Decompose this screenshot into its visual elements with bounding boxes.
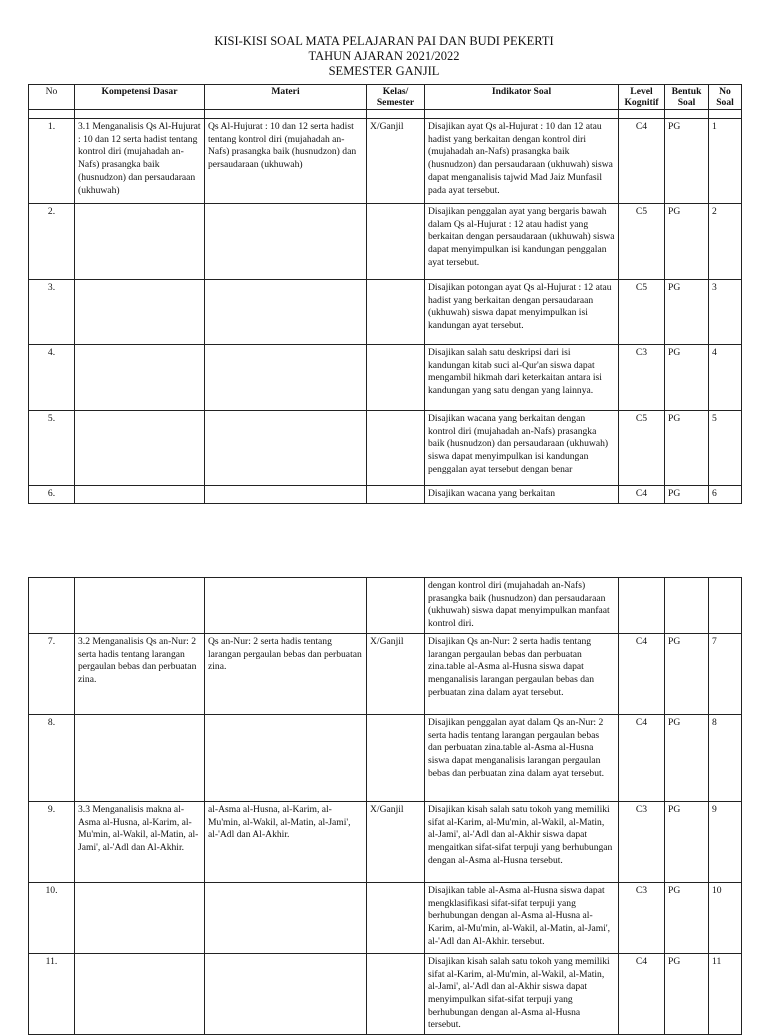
bentuk-soal-cell: PG — [665, 486, 709, 504]
no-soal-cell: 7 — [709, 633, 742, 714]
table-row — [29, 633, 742, 714]
kelas-semester-cell — [367, 280, 425, 345]
kelas-semester-cell: X/Ganjil — [367, 119, 425, 204]
header-spacer-row — [29, 110, 742, 119]
kompetensi-dasar-cell — [75, 204, 205, 280]
bentuk-soal-cell: PG — [665, 411, 709, 486]
no-cell: 5. — [29, 411, 75, 486]
document-title — [0, 34, 768, 79]
kelas-semester-cell — [367, 714, 425, 801]
indikator-soal-cell: Disajikan wacana yang berkaitan dengan kontrol diri (mujahadah an-Nafs) prasangka baik (husnudzon) dan persaudaraan (ukhuwah) siswa dapat menyimpulkan isi kandungan penggalan ayat tersebut dengan benar — [425, 411, 619, 486]
no-soal-cell: 9 — [709, 801, 742, 882]
kompetensi-dasar-cell — [75, 345, 205, 411]
page-break — [0, 506, 768, 576]
kompetensi-dasar-cell — [75, 578, 205, 634]
kelas-semester-cell — [367, 204, 425, 280]
bentuk-soal-cell: PG — [665, 714, 709, 801]
kompetensi-dasar-cell — [75, 486, 205, 504]
table-row — [29, 204, 742, 280]
materi-cell — [205, 882, 367, 953]
no-soal-cell: 4 — [709, 345, 742, 411]
kompetensi-dasar-cell — [75, 953, 205, 1034]
table-row — [29, 953, 742, 1034]
materi-cell — [205, 345, 367, 411]
kelas-semester-cell — [367, 882, 425, 953]
table-body-page-1 — [29, 119, 742, 504]
indikator-soal-cell: Disajikan potongan ayat Qs al-Hujurat : 12 atau hadist yang berkaitan dengan persaudaraan (ukhuwah) siswa dapat menyimpulkan isi kandungan ayat tersebut. — [425, 280, 619, 345]
level-kognitif-cell: C4 — [619, 714, 665, 801]
table-row — [29, 486, 742, 504]
bentuk-soal-cell: PG — [665, 882, 709, 953]
kompetensi-dasar-cell: 3.3 Menganalisis makna al-Asma al-Husna, al-Karim, al-Mu'min, al-Wakil, al-Matin, al-Jami', al-'Adl dan Al-Akhir. — [75, 801, 205, 882]
header-kompetensi-dasar: Kompetensi Dasar — [75, 85, 205, 110]
table-header-row — [29, 85, 742, 110]
kompetensi-dasar-cell — [75, 280, 205, 345]
kelas-semester-cell — [367, 953, 425, 1034]
kelas-semester-cell — [367, 411, 425, 486]
indikator-soal-cell: Disajikan table al-Asma al-Husna siswa dapat mengklasifikasi sifat-sifat terpuji yang berhubungan dengan al-Asma al-Husna al-Karim, al-Mu'min, al-Wakil, al-Matin, al-Jami', al-'Adl dan Al-Akhir. tersebut. — [425, 882, 619, 953]
header-level-kognitif: Level Kognitif — [619, 85, 665, 110]
level-kognitif-cell: C5 — [619, 411, 665, 486]
no-soal-cell — [709, 578, 742, 634]
level-kognitif-cell: C4 — [619, 119, 665, 204]
title-line-1: KISI-KISI SOAL MATA PELAJARAN PAI DAN BUDI PEKERTI — [214, 34, 554, 48]
table-row — [29, 119, 742, 204]
no-cell: 2. — [29, 204, 75, 280]
bentuk-soal-cell: PG — [665, 204, 709, 280]
kelas-semester-cell — [367, 345, 425, 411]
no-cell: 11. — [29, 953, 75, 1034]
kompetensi-dasar-cell: 3.2 Menganalisis Qs an-Nur: 2 serta hadis tentang larangan pergaulan bebas dan perbuatan zina. — [75, 633, 205, 714]
no-soal-cell: 5 — [709, 411, 742, 486]
materi-cell — [205, 204, 367, 280]
table-row — [29, 882, 742, 953]
indikator-soal-cell: Disajikan penggalan ayat dalam Qs an-Nur: 2 serta hadis tentang larangan pergaulan bebas dan perbuatan zina.table al-Asma al-Husna siswa dapat menganalisis larangan pergaulan bebas dan perbuatan zina dalam ayat tersebut. — [425, 714, 619, 801]
header-no-soal: No Soal — [709, 85, 742, 110]
materi-cell — [205, 578, 367, 634]
bentuk-soal-cell: PG — [665, 119, 709, 204]
no-soal-cell: 11 — [709, 953, 742, 1034]
header-kelas-semester: Kelas/ Semester — [367, 85, 425, 110]
header-materi: Materi — [205, 85, 367, 110]
level-kognitif-cell: C4 — [619, 486, 665, 504]
kompetensi-dasar-cell: 3.1 Menganalisis Qs Al-Hujurat : 10 dan 12 serta hadist tentang kontrol diri (mujahadah an-Nafs) prasangka baik (husnudzon) dan persaudaraan (ukhuwah) — [75, 119, 205, 204]
title-line-3: SEMESTER GANJIL — [328, 64, 440, 78]
materi-cell: al-Asma al-Husna, al-Karim, al-Mu'min, al-Wakil, al-Matin, al-Jami', al-'Adl dan Al-Akhir. — [205, 801, 367, 882]
materi-cell — [205, 953, 367, 1034]
no-soal-cell: 6 — [709, 486, 742, 504]
level-kognitif-cell: C3 — [619, 345, 665, 411]
level-kognitif-cell — [619, 578, 665, 634]
no-cell: 6. — [29, 486, 75, 504]
no-soal-cell: 2 — [709, 204, 742, 280]
table-row — [29, 578, 742, 634]
kelas-semester-cell: X/Ganjil — [367, 633, 425, 714]
indikator-soal-cell: dengan kontrol diri (mujahadah an-Nafs) prasangka baik (husnudzon) dan persaudaraan (ukhuwah) siswa dapat menyimpulkan manfaat kontrol diri. — [425, 578, 619, 634]
table-row — [29, 345, 742, 411]
level-kognitif-cell: C5 — [619, 204, 665, 280]
materi-cell — [205, 714, 367, 801]
kelas-semester-cell — [367, 578, 425, 634]
kompetensi-dasar-cell — [75, 714, 205, 801]
no-cell: 9. — [29, 801, 75, 882]
table-body-page-2 — [29, 578, 742, 1035]
level-kognitif-cell: C4 — [619, 953, 665, 1034]
indikator-soal-cell: Disajikan penggalan ayat yang bergaris bawah dalam Qs al-Hujurat : 12 atau hadist yang berkaitan dengan persaudaraan (ukhuwah) siswa dapat menyimpulkan isi kandungan penggalan ayat tersebut. — [425, 204, 619, 280]
indikator-soal-cell: Disajikan ayat Qs al-Hujurat : 10 dan 12 atau hadist yang berkaitan dengan kontrol diri (mujahadah an-Nafs) prasangka baik (husnudzon) dan persaudaraan (ukhuwah) siswa dapat menganalisis tajwid Mad Jaiz Munfasil pada ayat tersebut. — [425, 119, 619, 204]
table-row — [29, 280, 742, 345]
materi-cell — [205, 411, 367, 486]
no-soal-cell: 8 — [709, 714, 742, 801]
no-soal-cell: 3 — [709, 280, 742, 345]
materi-cell: Qs Al-Hujurat : 10 dan 12 serta hadist tentang kontrol diri (mujahadah an-Nafs) prasangka baik (husnudzon) dan persaudaraan (ukhuwah) — [205, 119, 367, 204]
materi-cell: Qs an-Nur: 2 serta hadis tentang larangan pergaulan bebas dan perbuatan zina. — [205, 633, 367, 714]
indikator-soal-cell: Disajikan kisah salah satu tokoh yang memiliki sifat al-Karim, al-Mu'min, al-Wakil, al-Matin, al-Jami', al-'Adl dan al-Akhir siswa dapat mengaitkan sifat-sifat terpuji yang berhubungan dengan al-Asma al-Husna tersebut. — [425, 801, 619, 882]
materi-cell — [205, 280, 367, 345]
table-row — [29, 714, 742, 801]
header-indikator-soal: Indikator Soal — [425, 85, 619, 110]
kelas-semester-cell: X/Ganjil — [367, 801, 425, 882]
no-cell: 4. — [29, 345, 75, 411]
bentuk-soal-cell: PG — [665, 280, 709, 345]
kisi-kisi-table-page-1 — [28, 84, 742, 504]
kelas-semester-cell — [367, 486, 425, 504]
table-row — [29, 801, 742, 882]
no-soal-cell: 1 — [709, 119, 742, 204]
table-row — [29, 411, 742, 486]
level-kognitif-cell: C3 — [619, 801, 665, 882]
no-cell: 1. — [29, 119, 75, 204]
level-kognitif-cell: C5 — [619, 280, 665, 345]
header-bentuk-soal: Bentuk Soal — [665, 85, 709, 110]
kompetensi-dasar-cell — [75, 882, 205, 953]
header-no: No — [29, 85, 75, 110]
bentuk-soal-cell: PG — [665, 633, 709, 714]
level-kognitif-cell: C4 — [619, 633, 665, 714]
bentuk-soal-cell: PG — [665, 801, 709, 882]
indikator-soal-cell: Disajikan salah satu deskripsi dari isi kandungan kitab suci al-Qur'an siswa dapat mengambil hikmah dari keterkaitan antara isi kandungan yang satu dengan yang lainnya. — [425, 345, 619, 411]
title-line-2: TAHUN AJARAN 2021/2022 — [308, 49, 460, 63]
kisi-kisi-table-page-2 — [28, 577, 742, 1035]
indikator-soal-cell: Disajikan kisah salah satu tokoh yang memiliki sifat al-Karim, al-Mu'min, al-Wakil, al-Matin, al-Jami', al-'Adl dan al-Akhir siswa dapat menyimpulkan sifat-sifat terpuji yang berhubungan dengan al-Asma al-Husna tersebut. — [425, 953, 619, 1034]
no-cell: 8. — [29, 714, 75, 801]
no-cell: 7. — [29, 633, 75, 714]
materi-cell — [205, 486, 367, 504]
level-kognitif-cell: C3 — [619, 882, 665, 953]
bentuk-soal-cell: PG — [665, 953, 709, 1034]
no-soal-cell: 10 — [709, 882, 742, 953]
bentuk-soal-cell — [665, 578, 709, 634]
no-cell: 10. — [29, 882, 75, 953]
bentuk-soal-cell: PG — [665, 345, 709, 411]
indikator-soal-cell: Disajikan Qs an-Nur: 2 serta hadis tentang larangan pergaulan bebas dan perbuatan zina.table al-Asma al-Husna siswa dapat menganalisis larangan pergaulan bebas dan perbuatan zina dalam ayat tersebut. — [425, 633, 619, 714]
no-cell: 3. — [29, 280, 75, 345]
indikator-soal-cell: Disajikan wacana yang berkaitan — [425, 486, 619, 504]
no-cell — [29, 578, 75, 634]
kompetensi-dasar-cell — [75, 411, 205, 486]
